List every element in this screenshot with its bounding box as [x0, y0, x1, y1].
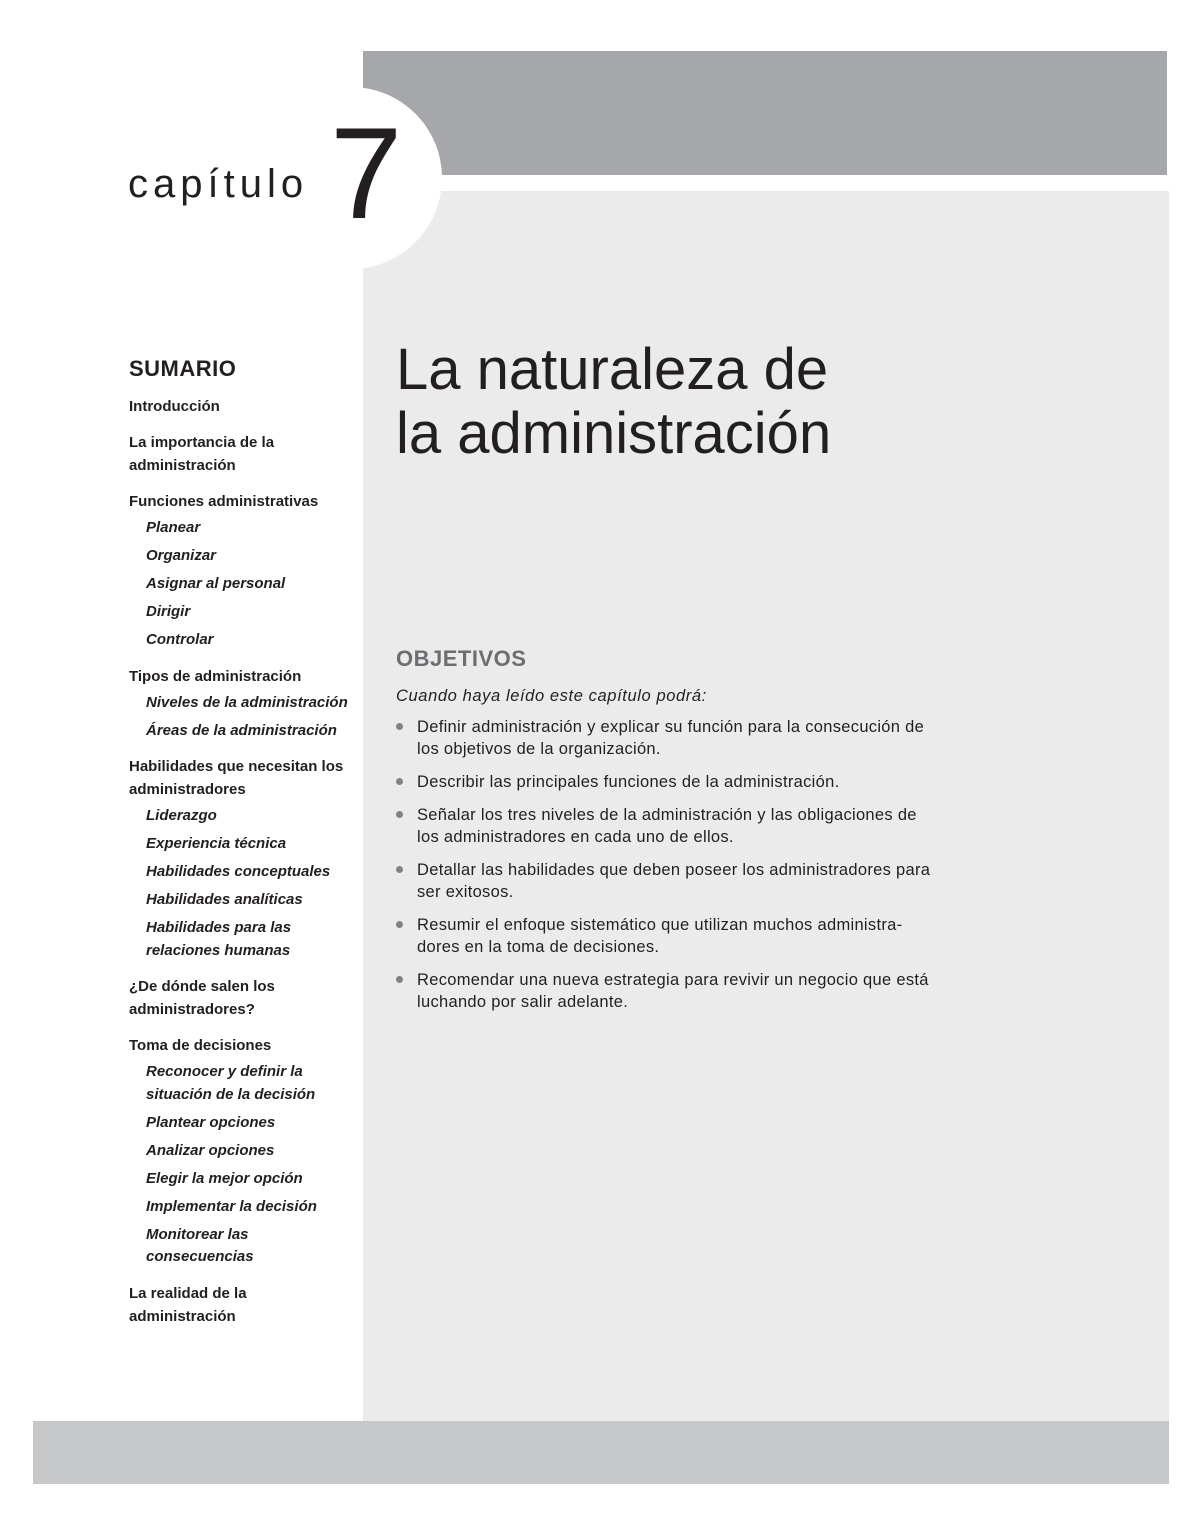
toc-sub-liderazgo: Liderazgo	[146, 807, 217, 824]
list-item	[396, 804, 1016, 848]
toc-item-donde	[129, 975, 359, 1021]
list-item	[396, 771, 1016, 793]
toc-sub-relaciones	[129, 917, 359, 962]
toc-line: consecuencias	[146, 1248, 254, 1265]
toc-line: Reconocer y definir la	[146, 1063, 303, 1080]
toc-line: administradores	[129, 781, 246, 798]
objective-line: Resumir el enfoque sistemático que utilizan muchos administra-	[417, 916, 903, 934]
objective-line: Recomendar una nueva estrategia para revivir un negocio que está	[417, 971, 929, 989]
toc-sub-planear: Planear	[146, 519, 201, 536]
toc-line: Habilidades para las	[146, 919, 292, 936]
toc-item-tipos: Tipos de administración	[129, 667, 302, 685]
bullet-icon	[396, 921, 403, 928]
bullet-icon	[396, 866, 403, 873]
toc-item-toma: Toma de decisiones	[129, 1037, 272, 1054]
toc-line: administradores?	[129, 1001, 255, 1018]
objective-line: los objetivos de la organización.	[417, 740, 661, 758]
toc-item-realidad	[129, 1282, 359, 1328]
bullet-icon	[396, 723, 403, 730]
toc-line: Monitorear las	[146, 1225, 249, 1243]
objective-line: Señalar los tres niveles de la administración y las obligaciones de	[417, 806, 917, 824]
toc-sub-reconocer	[129, 1061, 359, 1106]
objective-line: Detallar las habilidades que deben poseer los administradores para	[417, 861, 931, 879]
toc-item-funciones: Funciones administrativas	[129, 493, 319, 510]
toc-item-introduccion: Introducción	[129, 398, 220, 415]
chapter-number: 7	[330, 100, 403, 246]
objetivos-intro: Cuando haya leído este capítulo podrá:	[396, 687, 707, 705]
toc-sub-areas: Áreas de la administración	[146, 721, 337, 739]
sumario-heading: SUMARIO	[129, 356, 237, 381]
toc-sub-organizar: Organizar	[146, 547, 217, 564]
objective-line: luchando por salir adelante.	[417, 993, 629, 1011]
bullet-icon	[396, 976, 403, 983]
objective-line: los administradores en cada uno de ellos.	[417, 828, 734, 846]
toc-sub-controlar: Controlar	[146, 631, 214, 648]
toc-sub-analizar: Analizar opciones	[146, 1141, 275, 1159]
toc-line: La importancia de la	[129, 434, 275, 451]
toc-line: administración	[129, 457, 236, 474]
footer-band	[33, 1421, 1169, 1484]
list-item	[396, 914, 1016, 958]
toc-sub-conceptuales: Habilidades conceptuales	[146, 863, 331, 880]
toc-item-habilidades	[129, 755, 359, 801]
toc-sub-niveles: Niveles de la administración	[146, 693, 348, 711]
list-item	[396, 969, 1016, 1013]
toc-line: Habilidades que necesitan los	[129, 758, 344, 775]
bullet-icon	[396, 811, 403, 818]
toc-line: La realidad de la	[129, 1284, 247, 1302]
chapter-label: capítulo	[128, 162, 309, 206]
objective-line: dores en la toma de decisiones.	[417, 938, 660, 956]
toc-line: ¿De dónde salen los	[129, 978, 275, 995]
bullet-icon	[396, 778, 403, 785]
objetivos-heading: OBJETIVOS	[396, 646, 527, 671]
toc-line: administración	[129, 1307, 236, 1325]
toc-line: situación de la decisión	[146, 1085, 316, 1103]
toc-sub-implementar: Implementar la decisión	[146, 1197, 317, 1215]
objetivos	[396, 646, 1016, 1024]
toc-line: relaciones humanas	[146, 941, 291, 959]
list-item	[396, 859, 1016, 903]
toc-sub-analiticas: Habilidades analíticas	[146, 891, 303, 908]
chapter-title-line1: La naturaleza de	[396, 337, 829, 402]
toc-sub-experiencia: Experiencia técnica	[146, 835, 287, 852]
objective-line: ser exitosos.	[417, 883, 514, 901]
toc-item-importancia	[129, 431, 359, 477]
toc-sub-monitorear	[129, 1224, 359, 1269]
toc-sub-asignar: Asignar al personal	[146, 575, 286, 592]
list-item	[396, 716, 1016, 760]
objective-line: Definir administración y explicar su función para la consecución de	[417, 718, 925, 736]
toc-sub-dirigir: Dirigir	[146, 603, 191, 620]
toc-sub-elegir: Elegir la mejor opción	[146, 1169, 303, 1187]
header-band	[363, 51, 1167, 175]
objetivos-list	[396, 716, 1016, 1013]
objective-line: Describir las principales funciones de la administración.	[417, 773, 840, 791]
sumario	[129, 356, 359, 1328]
toc-sub-plantear: Plantear opciones	[146, 1113, 276, 1131]
chapter-title-line2: la administración	[396, 401, 832, 466]
chapter-title	[396, 338, 831, 466]
